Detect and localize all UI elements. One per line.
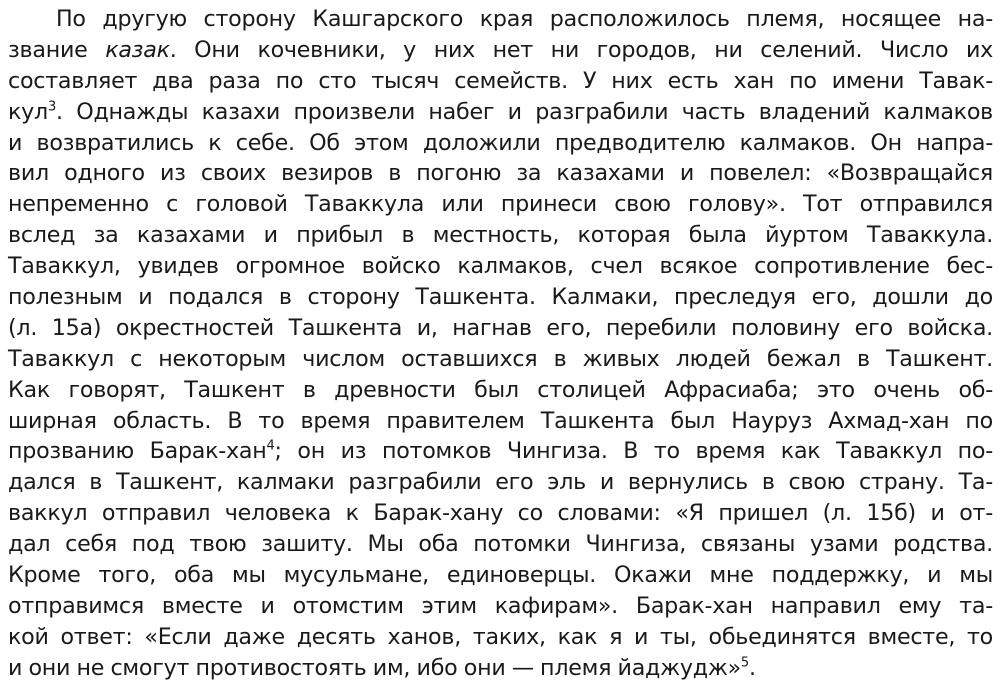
emphasized-term: казак: [105, 36, 170, 63]
paragraph: [8, 4, 993, 684]
text-run: ваккул отправил человека к Барак-хану со словами: «Я пришел (л. 15б) и от-: [8, 500, 993, 527]
text-run: звание: [8, 36, 106, 63]
text-line: [8, 591, 993, 622]
text-line: [8, 220, 993, 251]
text-line: [8, 97, 993, 128]
text-run: полезным и подался в сторону Ташкента. Калмаки, преследуя его, дошли до: [8, 284, 993, 311]
text-run: составляет два раза по сто тысяч семейств. У них есть хан по имени Тавак-: [8, 67, 993, 94]
text-run: дал себя под твою зашиту. Мы оба потомки Чингиза, связаны узами родства.: [8, 531, 993, 558]
text-line: [8, 35, 993, 66]
text-line: [8, 375, 993, 406]
text-run: отправимся вместе и отомстим этим кафирам». Барак-хан направил ему та-: [8, 592, 993, 619]
text-run: и они не смогут противостоять им, ибо они — племя йаджудж»: [8, 654, 741, 681]
text-line: [8, 189, 993, 220]
text-line: [8, 313, 993, 344]
footnote-marker: 3: [47, 99, 56, 115]
text-run: прозванию Барак-хан: [8, 438, 267, 465]
text-run: и возвратились к себе. Об этом доложили предводителю калмаков. Он напра-: [8, 129, 993, 156]
text-line: [8, 406, 993, 437]
text-run: Как говорят, Ташкент в древности был столицей Афрасиаба; это очень об-: [8, 376, 993, 403]
text-line: [8, 4, 993, 35]
text-run: Таваккул с некоторым числом оставшихся в живых людей бежал в Ташкент.: [8, 345, 993, 372]
text-line: [8, 622, 993, 653]
text-run: .: [748, 654, 756, 681]
text-line: [8, 436, 993, 467]
text-line: [8, 344, 993, 375]
text-run: непременно с головой Таваккула или принеси свою голову». Тот отправился: [8, 191, 993, 218]
text-run: Таваккул, увидев огромное войско калмаков, счел всякое сопротивление бес-: [8, 253, 993, 280]
text-run: (л. 15а) окрестностей Ташкента и, нагнав его, перебили половину его войска.: [8, 314, 993, 341]
text-line: [8, 158, 993, 189]
text-run: дался в Ташкент, калмаки разграбили его эль и вернулись в свою страну. Та-: [8, 469, 993, 496]
text-line: [8, 529, 993, 560]
text-run: кой ответ: «Если даже десять ханов, таких, как я и ты, обьединятся вместе, то: [8, 623, 993, 650]
text-line: [8, 251, 993, 282]
text-run: По другую сторону Кашгарского края расположилось племя, носящее на-: [56, 6, 993, 32]
text-line: [8, 560, 993, 591]
footnote-marker: 4: [266, 439, 275, 455]
text-line: [8, 66, 993, 97]
text-run: ширная область. В то время правителем Ташкента был Науруз Ахмад-хан по: [8, 407, 993, 434]
text-run: . Однажды казахи произвели набег и разграбили часть владений калмаков: [56, 98, 993, 125]
text-run: Кроме того, оба мы мусульмане, единоверцы. Окажи мне поддержку, и мы: [8, 562, 993, 589]
text-line: [8, 498, 993, 529]
text-line: [8, 467, 993, 498]
text-run: кул: [8, 98, 48, 125]
footnote-marker: 5: [740, 655, 749, 671]
text-line: [8, 282, 993, 313]
text-run: ; он из потомков Чингиза. В то время как Таваккул по-: [274, 438, 993, 465]
text-run: . Они кочевники, у них нет ни городов, ни селений. Число их: [169, 36, 993, 63]
text-line: [8, 653, 993, 684]
text-line: [8, 128, 993, 159]
text-run: вслед за казахами и прибыл в местность, которая была йуртом Таваккула.: [8, 222, 993, 249]
text-run: вил одного из своих везиров в погоню за казахами и повелел: «Возвращайся: [8, 160, 993, 187]
